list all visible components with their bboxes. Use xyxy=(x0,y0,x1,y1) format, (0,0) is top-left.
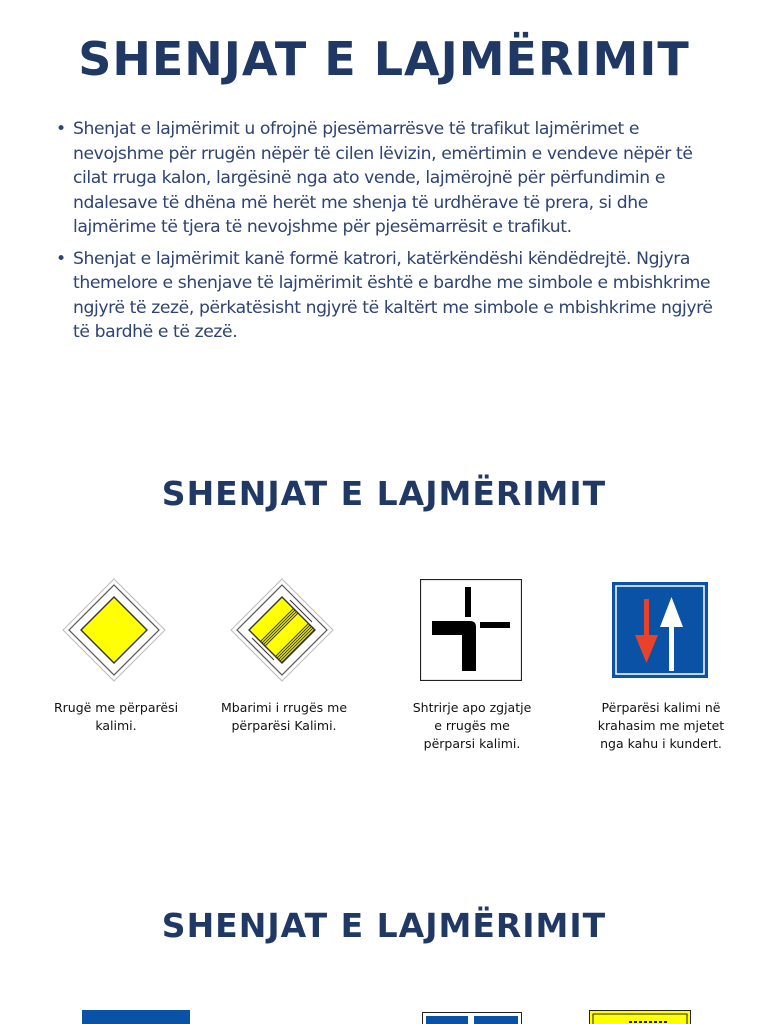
sign-caption: Shtrirje apo zgjatje e rrugës me përparsi kalimi. xyxy=(412,700,532,751)
end-of-priority-road-sign-icon xyxy=(230,578,334,682)
page-title: SHENJAT E LAJMËRIMIT xyxy=(78,32,690,86)
sign-caption: Përparësi kalimi në krahasim me mjetet nga kahu i kundert. xyxy=(597,700,725,751)
section-title: SHENJAT E LAJMËRIMIT xyxy=(161,906,607,945)
bullet-item xyxy=(56,247,716,345)
priority-over-oncoming-sign-icon xyxy=(609,579,711,681)
sign-caption: Mbarimi i rrugës me përparësi Kalimi. xyxy=(220,700,348,733)
blue-panel-sign-icon xyxy=(422,1012,522,1024)
section-title: SHENJAT E LAJMËRIMIT xyxy=(161,474,607,513)
blue-sign-icon xyxy=(82,1010,190,1024)
bullet-marker: • xyxy=(56,119,66,139)
priority-road-extension-sign-icon xyxy=(420,579,522,681)
bullet-list xyxy=(56,117,716,352)
priority-road-sign-icon xyxy=(62,578,166,682)
sign-caption: Rrugë me përparësi kalimi. xyxy=(53,700,179,733)
bullet-text: Shenjat e lajmërimit kanë formë katrori, katërkëndëshi këndëdrejtë. Ngjyra themelore e shenjave të lajmërimit është e bardhe me simbole e mbishkrime ngjyrë të zezë, përkatësisht ngjyrë të kaltërt me simbole e mbishkrime ngjyrë të bardhë e të zezë. xyxy=(73,248,713,342)
yellow-sign-icon xyxy=(589,1010,691,1024)
bullet-text: Shenjat e lajmërimit u ofrojnë pjesëmarrësve të trafikut lajmërimet e nevojshme për rrugën nëpër të cilen lëvizin, emërtimin e vendeve nëpër të cilat rruga kalon, largësinë nga ato vende, lajmërojnë për përfundimin e ndalesave të dhëna më herët me shenja të urdhërave të prera, si dhe lajmërime të tjera të nevojshme për pjesëmarrësit e trafikut. xyxy=(73,119,693,237)
bullet-item xyxy=(56,117,716,240)
bullet-marker: • xyxy=(56,248,66,269)
